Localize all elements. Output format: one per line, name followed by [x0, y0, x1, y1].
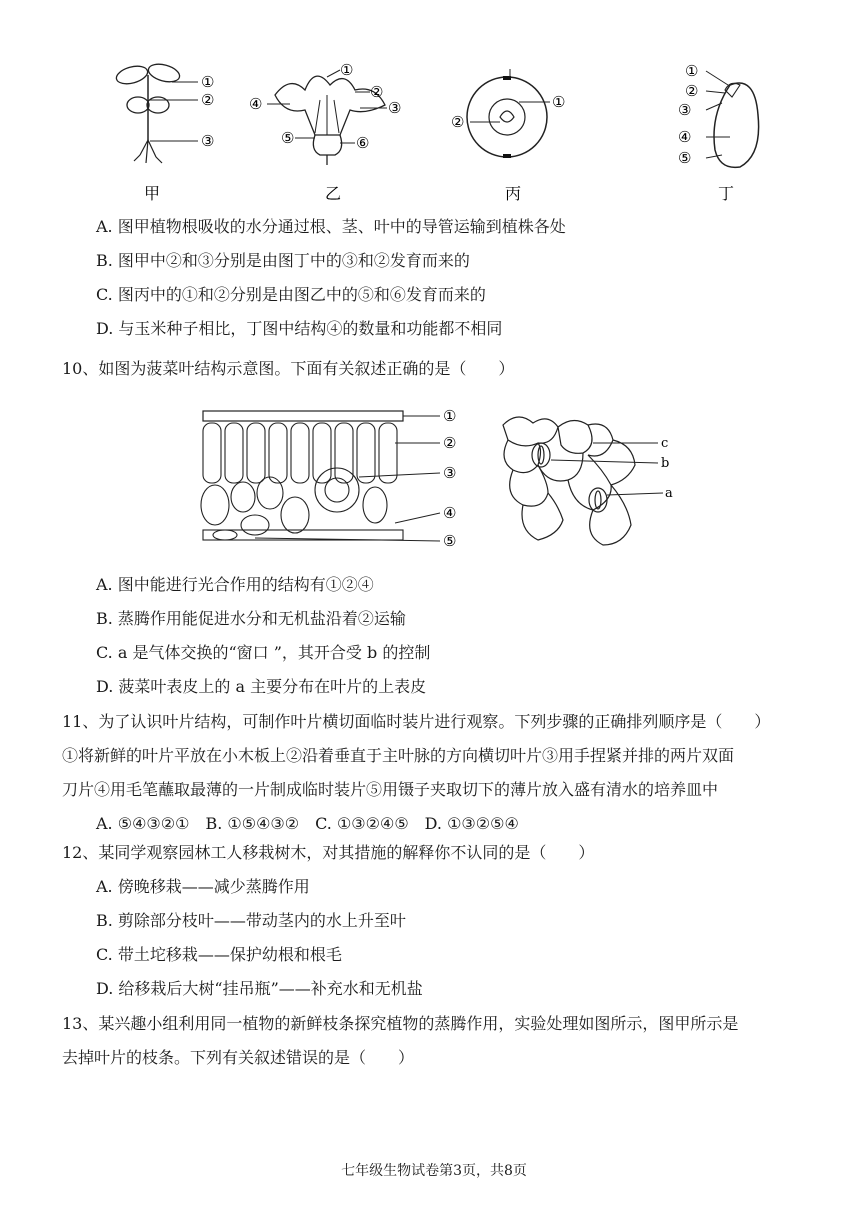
q12-option-d: D. 给移栽后大树“挂吊瓶”——补充水和无机盐	[96, 979, 423, 998]
jia-label-1: ①	[201, 73, 215, 91]
q11-options: A. ⑤④③②① B. ①⑤④③② C. ①③②④⑤ D. ①③②⑤④	[96, 814, 519, 833]
yi-label-5: ⑤	[281, 129, 295, 147]
q11-line-1: 11、为了认识叶片结构，可制作叶片横切面临时装片进行观察。下列步骤的正确排列顺序是（ ）	[62, 712, 771, 731]
jia-label-2: ②	[201, 91, 215, 109]
yi-label-3: ③	[388, 99, 402, 117]
epidermis-label-b: b	[661, 456, 670, 471]
q12-option-c: C. 带土坨移栽——保护幼根和根毛	[96, 945, 342, 964]
figure-caption-yi: 乙	[325, 184, 342, 203]
q12-option-a: A. 傍晚移栽——减少蒸腾作用	[96, 877, 310, 896]
jia-label-3: ③	[201, 132, 215, 150]
figure-caption-bing: 丙	[505, 184, 522, 203]
q11-line-2: ①将新鲜的叶片平放在小木板上②沿着垂直于主叶脉的方向横切叶片③用手捏紧并排的两片双面	[62, 746, 735, 765]
q9-option-b: B. 图甲中②和③分别是由图丁中的③和②发育而来的	[96, 251, 470, 270]
ding-label-1: ①	[685, 62, 699, 80]
figure-caption-ding: 丁	[718, 184, 735, 203]
q9-option-d: D. 与玉米种子相比，丁图中结构④的数量和功能都不相同	[96, 319, 503, 338]
q10-option-b: B. 蒸腾作用能促进水分和无机盐沿着②运输	[96, 609, 406, 628]
figure-bing	[445, 55, 585, 205]
epidermis-label-c: c	[661, 436, 669, 451]
q9-option-c: C. 图丙中的①和②分别是由图乙中的⑤和⑥发育而来的	[96, 285, 486, 304]
ding-label-4: ④	[678, 128, 692, 146]
q10-stem: 10、如图为菠菜叶结构示意图。下面有关叙述正确的是（ ）	[62, 359, 515, 378]
leaf-label-1: ①	[443, 407, 457, 425]
bing-label-1: ①	[552, 93, 566, 111]
q12-stem: 12、某同学观察园林工人移栽树木，对其措施的解释你不认同的是（ ）	[62, 843, 595, 862]
figure-leaf-epidermis	[493, 405, 683, 555]
ding-label-2: ②	[685, 82, 699, 100]
leaf-label-2: ②	[443, 434, 457, 452]
q10-option-c: C. a 是气体交换的“窗口 ”，其开合受 b 的控制	[96, 643, 431, 662]
yi-label-6: ⑥	[356, 134, 370, 152]
ding-label-3: ③	[678, 101, 692, 119]
leaf-label-4: ④	[443, 504, 457, 522]
q13-line-2: 去掉叶片的枝条。下列有关叙述错误的是（ ）	[62, 1048, 415, 1067]
q13-line-1: 13、某兴趣小组利用同一植物的新鲜枝条探究植物的蒸腾作用，实验处理如图所示，图甲所示是	[62, 1014, 739, 1033]
yi-label-2: ②	[370, 83, 384, 101]
figure-yi	[245, 55, 415, 205]
figure-ding	[670, 55, 800, 205]
ding-label-5: ⑤	[678, 149, 692, 167]
leaf-label-5: ⑤	[443, 532, 457, 550]
epidermis-label-a: a	[665, 486, 673, 501]
bing-label-2: ②	[451, 113, 465, 131]
figure-leaf-cross-section	[195, 405, 480, 555]
yi-label-1: ①	[340, 61, 354, 79]
leaf-label-3: ③	[443, 464, 457, 482]
q10-option-a: A. 图中能进行光合作用的结构有①②④	[96, 575, 374, 594]
yi-label-4: ④	[249, 95, 263, 113]
q12-option-b: B. 剪除部分枝叶——带动茎内的水上升至叶	[96, 911, 406, 930]
q9-option-a: A. 图甲植物根吸收的水分通过根、茎、叶中的导管运输到植株各处	[96, 217, 566, 236]
q11-line-3: 刀片④用毛笔蘸取最薄的一片制成临时装片⑤用镊子夹取切下的薄片放入盛有清水的培养皿中	[62, 780, 719, 799]
q10-option-d: D. 菠菜叶表皮上的 a 主要分布在叶片的上表皮	[96, 677, 427, 696]
page-footer: 七年级生物试卷第3页，共8页	[341, 1163, 527, 1179]
figure-caption-jia: 甲	[144, 184, 161, 203]
figure-jia	[100, 55, 230, 205]
